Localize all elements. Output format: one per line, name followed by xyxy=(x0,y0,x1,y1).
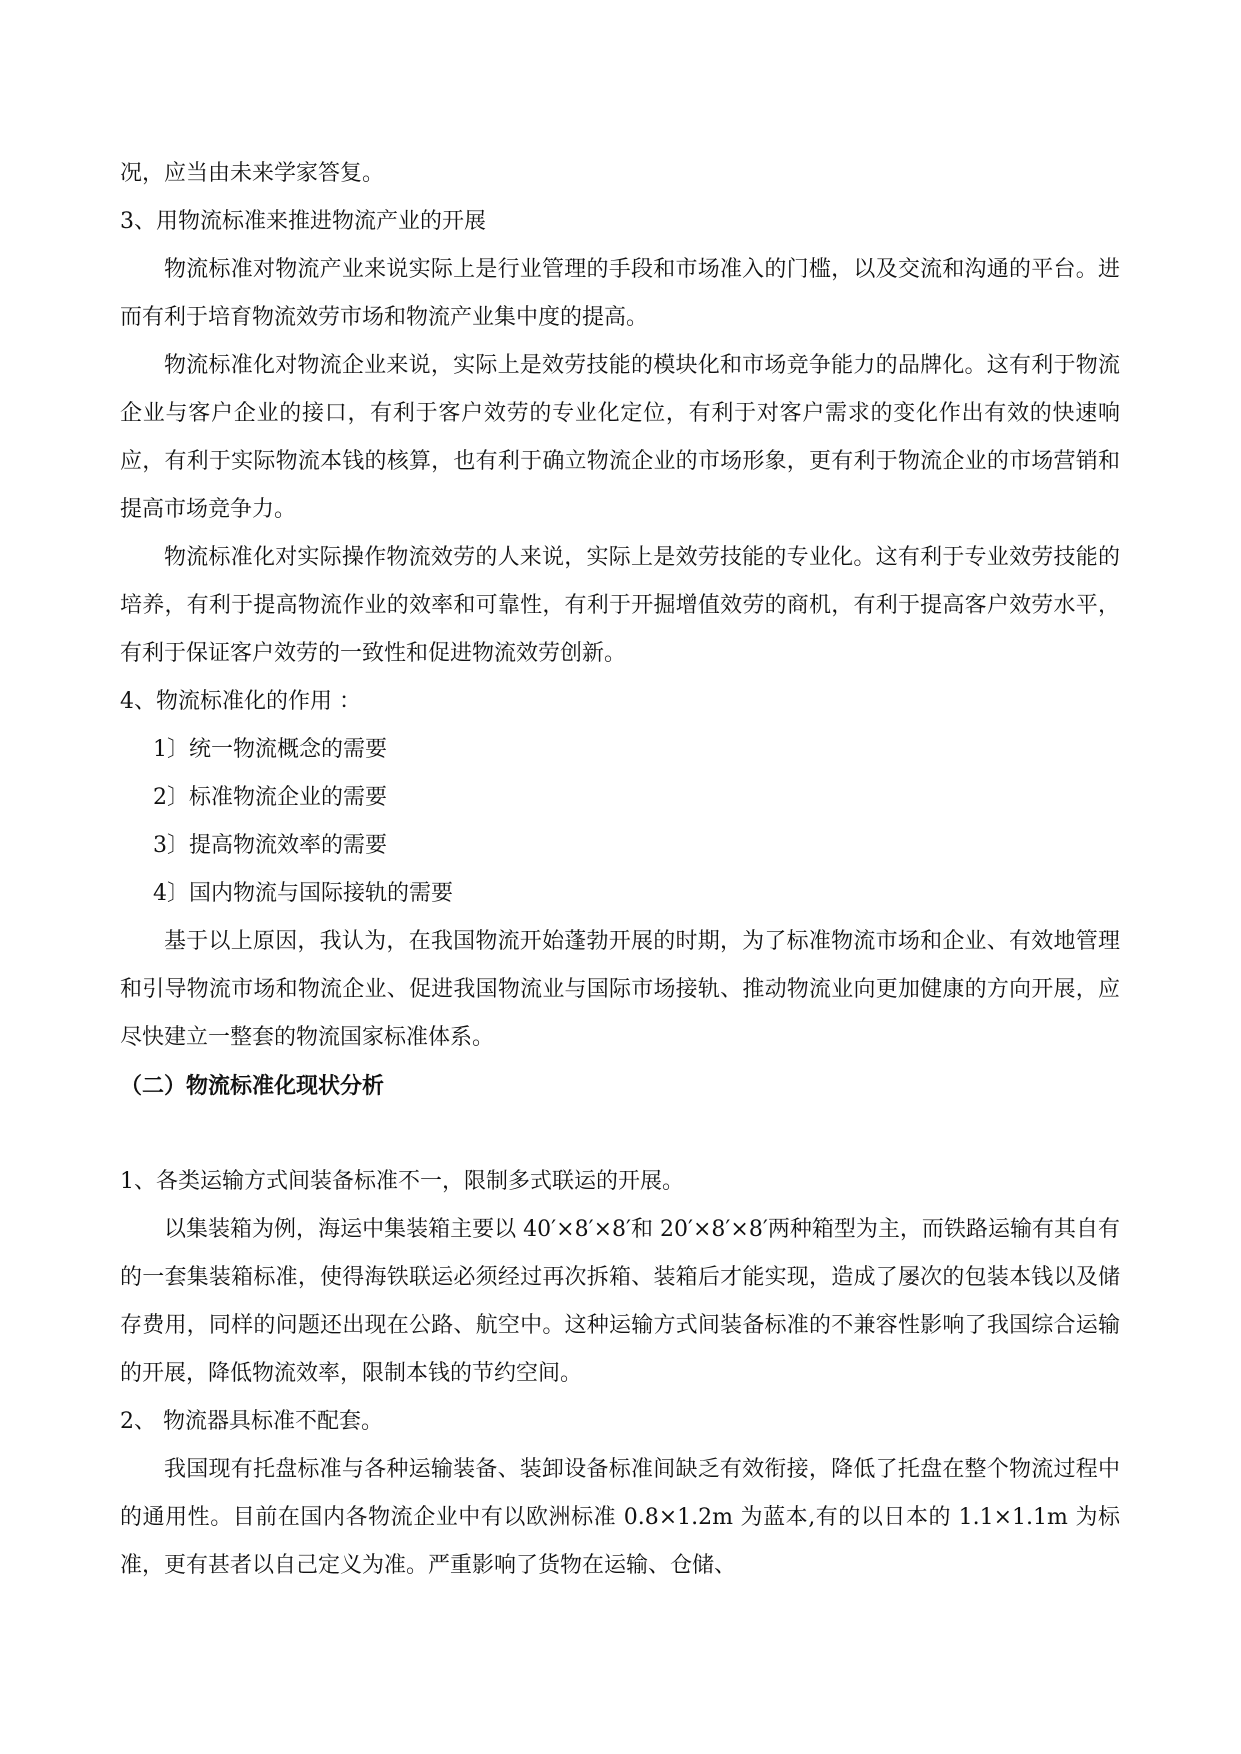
paragraph-operator: 物流标准化对实际操作物流效劳的人来说，实际上是效劳技能的专业化。这有利于专业效劳技能的培养，有利于提高物流作业的效率和可靠性，有利于开掘增值效劳的商机，有利于提高客户效劳水平，有利于保证客户效劳的一致性和促进物流效劳创新。 xyxy=(120,545,1120,666)
heading-point-2: 2、 物流器具标准不配套。 xyxy=(120,1409,383,1434)
paragraph-enterprise: 物流标准化对物流企业来说，实际上是效劳技能的模块化和市场竞争能力的品牌化。这有利于物流企业与客户企业的接口，有利于客户效劳的专业化定位，有利于对客户需求的变化作出有效的快速响应，有利于实际物流本钱的核算，也有利于确立物流企业的市场形象，更有利于物流企业的市场营销和提高市场竞争力。 xyxy=(120,353,1120,522)
list-item: 4〕国内物流与国际接轨的需要 xyxy=(153,881,453,906)
list-item: 1〕统一物流概念的需要 xyxy=(153,737,387,762)
heading-section-4: 4、物流标准化的作用 ： xyxy=(120,689,361,714)
paragraph-pallet-standard: 我国现有托盘标准与各种运输装备、装卸设备标准间缺乏有效衔接，降低了托盘在整个物流过程中的通用性。目前在国内各物流企业中有以欧洲标准 0.8×1.2m 为蓝本,有的以日本的 1.1×1.1m 为标准，更有甚者以自己定义为准。严重影响了货物在运输、仓储、 xyxy=(120,1457,1120,1578)
paragraph-industry: 物流标准对物流产业来说实际上是行业管理的手段和市场准入的门槛，以及交流和沟通的平台。进而有利于培育物流效劳市场和物流产业集中度的提高。 xyxy=(120,257,1120,330)
blank-line xyxy=(120,1110,1120,1158)
heading-section-3: 3、用物流标准来推进物流产业的开展 xyxy=(120,209,486,234)
heading-point-1: 1、各类运输方式间装备标准不一，限制多式联运的开展。 xyxy=(120,1169,684,1194)
list-item: 3〕提高物流效率的需要 xyxy=(153,833,387,858)
paragraph-conclusion: 基于以上原因，我认为，在我国物流开始蓬勃开展的时期，为了标准物流市场和企业、有效地管理和引导物流市场和物流企业、促进我国物流业与国际市场接轨、推动物流业向更加健康的方向开展，应尽快建立一整套的物流国家标准体系。 xyxy=(120,929,1120,1050)
list-item: 2〕标准物流企业的需要 xyxy=(153,785,387,810)
paragraph-container-example: 以集装箱为例，海运中集装箱主要以 40′×8′×8′和 20′×8′×8′两种箱型为主，而铁路运输有其自有的一套集装箱标准，使得海铁联运必须经过再次拆箱、装箱后才能实现，造成了屡次的包装本钱以及储存费用，同样的问题还出现在公路、航空中。这种运输方式间装备标准的不兼容性影响了我国综合运输的开展，降低物流效率，限制本钱的节约空间。 xyxy=(120,1217,1120,1386)
paragraph-continuation: 况，应当由未来学家答复。 xyxy=(120,161,385,186)
heading-status-analysis: （二）物流标准化现状分析 xyxy=(120,1073,385,1099)
document-page xyxy=(120,150,1120,1590)
